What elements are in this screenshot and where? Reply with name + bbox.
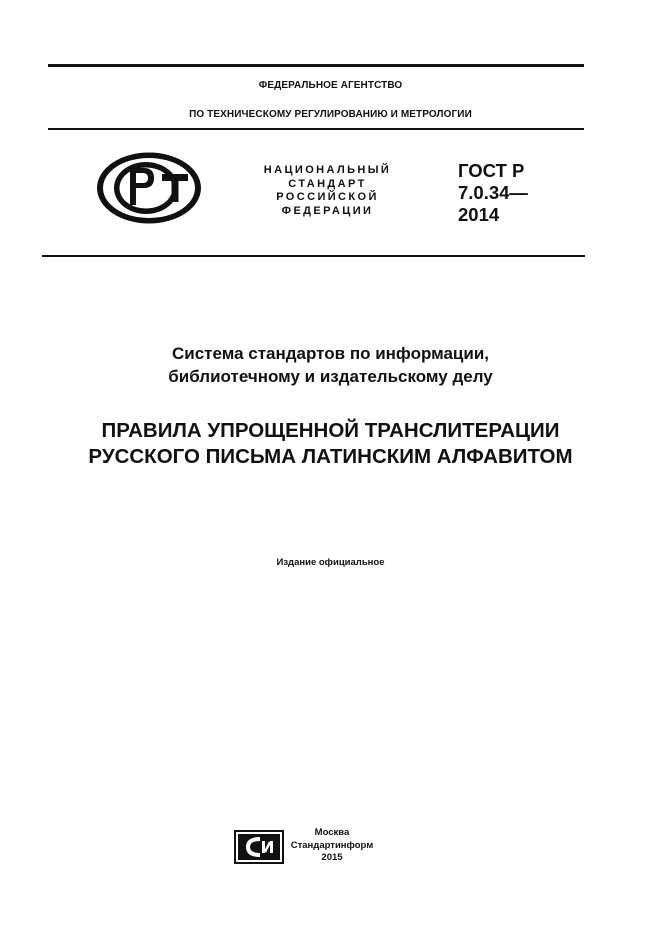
designation-line2: 7.0.34— [458,182,528,203]
agency-name-line1: ФЕДЕРАЛЬНОЕ АГЕНТСТВО [258,80,403,91]
standard-type-line2: СТАНДАРТ [288,177,367,190]
title-line1: ПРАВИЛА УПРОЩЕННОЙ ТРАНСЛИТЕРАЦИИ [101,419,560,442]
publication-year: 2015 [321,852,343,863]
standards-system-subtitle [0,342,661,388]
header-bottom-rule [42,255,585,257]
standard-type-line3: РОССИЙСКОЙ [276,191,379,203]
designation-line1: ГОСТ Р [458,160,525,181]
header-rule [48,128,584,130]
title-line2: РУССКОГО ПИСЬМА ЛАТИНСКИМ АЛФАВИТОМ [88,445,573,468]
agency-name-line2: ПО ТЕХНИЧЕСКОМУ РЕГУЛИРОВАНИЮ И МЕТРОЛОГИИ [189,109,472,120]
subtitle-line2: библиотечному и издательскому делу [168,367,493,386]
standartinform-logo-icon [234,830,284,864]
subtitle-line1: Система стандартов по информации, [171,344,489,363]
standard-designation [458,160,528,226]
publisher-info [283,827,381,865]
designation-line3: 2014 [458,204,500,225]
publisher-city: Москва [314,827,350,838]
edition-note: Издание официальное [276,557,385,568]
standard-type-line1: НАЦИОНАЛЬНЫЙ [263,164,392,176]
standard-type-line4: ФЕДЕРАЦИИ [281,204,374,217]
rst-certification-logo-icon [94,150,204,226]
standard-type-block [230,164,425,218]
top-rule [48,64,584,67]
publisher-name: Стандартинформ [290,839,374,851]
document-title [0,418,661,470]
